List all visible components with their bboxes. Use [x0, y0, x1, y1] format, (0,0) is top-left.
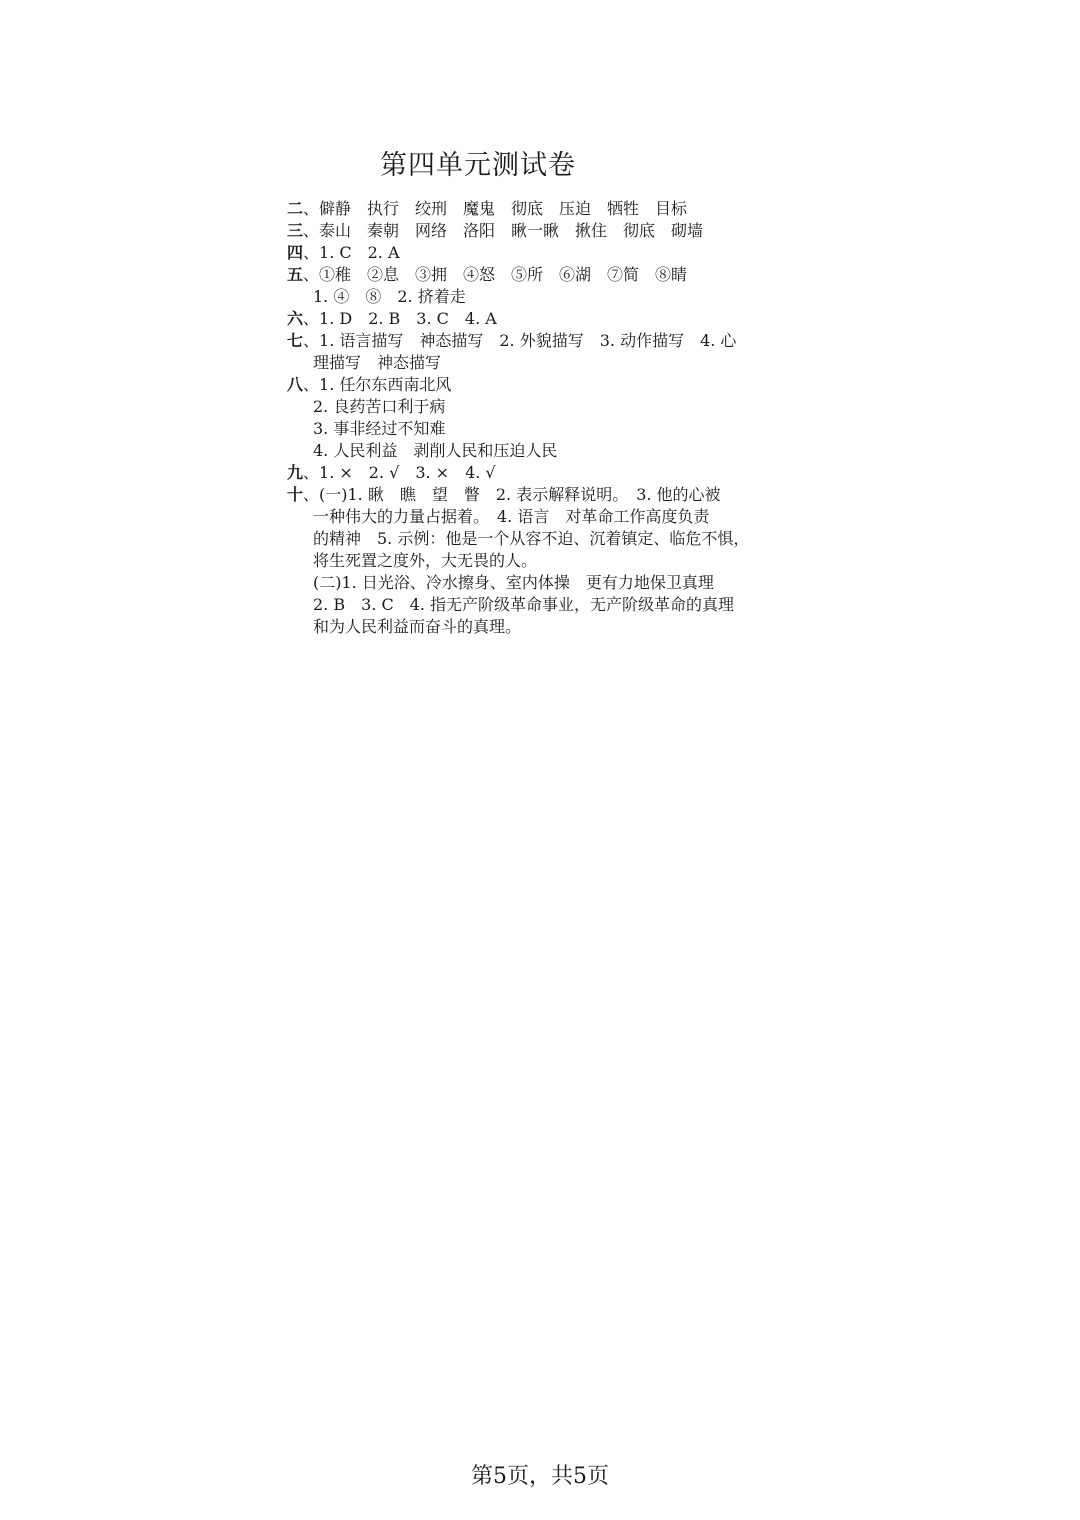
answer-text: 理描写 神态描写	[313, 353, 442, 372]
answer-text: 、1. C 2. A	[303, 243, 400, 262]
section-number: 六	[287, 309, 304, 328]
answer-text: 、1. 任尔东西南北风	[303, 375, 452, 394]
answer-line	[287, 616, 765, 638]
page-footer: 第5页，共5页	[471, 1464, 609, 1489]
answer-text: 、①稚 ②息 ③拥 ④怒 ⑤所 ⑥湖 ⑦简 ⑧睛	[303, 265, 688, 284]
section-number: 三	[287, 221, 304, 240]
answer-text: 、僻静 执行 绞刑 魔鬼 彻底 压迫 牺牲 目标	[303, 199, 688, 218]
answer-text: 的精神 5. 示例：他是一个从容不迫、沉着镇定、临危不惧，	[313, 529, 750, 548]
answer-line	[287, 242, 765, 264]
answer-text: (二)1. 日光浴、冷水擦身、室内体操 更有力地保卫真理	[313, 573, 714, 592]
answer-text: 和为人民利益而奋斗的真理。	[313, 617, 522, 636]
answer-line	[287, 572, 765, 594]
answer-key-content	[287, 198, 765, 638]
answer-text: 2. 良药苦口利于病	[313, 397, 446, 416]
answer-line	[287, 462, 765, 484]
answer-line	[287, 308, 765, 330]
page-title: 第四单元测试卷	[380, 150, 576, 181]
answer-line	[287, 330, 765, 352]
answer-text: 2. B 3. C 4. 指无产阶级革命事业，无产阶级革命的真理	[313, 595, 735, 614]
answer-line	[287, 198, 765, 220]
answer-line	[287, 286, 765, 308]
answer-text: 、1. 语言描写 神态描写 2. 外貌描写 3. 动作描写 4. 心	[303, 331, 737, 350]
answer-line	[287, 440, 765, 462]
section-number: 七	[287, 331, 304, 350]
answer-line	[287, 264, 765, 286]
section-number: 十	[287, 485, 304, 504]
answer-line	[287, 528, 765, 550]
answer-text: 、1. D 2. B 3. C 4. A	[303, 309, 497, 328]
section-number: 九	[287, 463, 304, 482]
answer-text: 将生死置之度外，大无畏的人。	[313, 551, 538, 570]
answer-text: 一种伟大的力量占据着。 4. 语言 对革命工作高度负责	[313, 507, 710, 526]
answer-line	[287, 550, 765, 572]
answer-line	[287, 220, 765, 242]
answer-text: 、泰山 秦朝 网络 洛阳 瞅一瞅 揪住 彻底 砌墙	[303, 221, 704, 240]
answer-line	[287, 396, 765, 418]
answer-text: 4. 人民利益 剥削人民和压迫人民	[313, 441, 558, 460]
section-number: 八	[287, 375, 304, 394]
answer-line	[287, 484, 765, 506]
section-number: 四	[287, 243, 304, 262]
section-number: 五	[287, 265, 304, 284]
answer-text: 、(一)1. 瞅 瞧 望 瞥 2. 表示解释说明。 3. 他的心被	[303, 485, 721, 504]
answer-text: 、1. × 2. √ 3. × 4. √	[303, 463, 496, 482]
answer-line	[287, 374, 765, 396]
answer-text: 3. 事非经过不知难	[313, 419, 446, 438]
answer-text: 1. ④ ⑧ 2. 挤着走	[313, 287, 466, 306]
section-number: 二	[287, 199, 304, 218]
answer-line	[287, 594, 765, 616]
answer-line	[287, 506, 765, 528]
answer-line	[287, 352, 765, 374]
answer-line	[287, 418, 765, 440]
